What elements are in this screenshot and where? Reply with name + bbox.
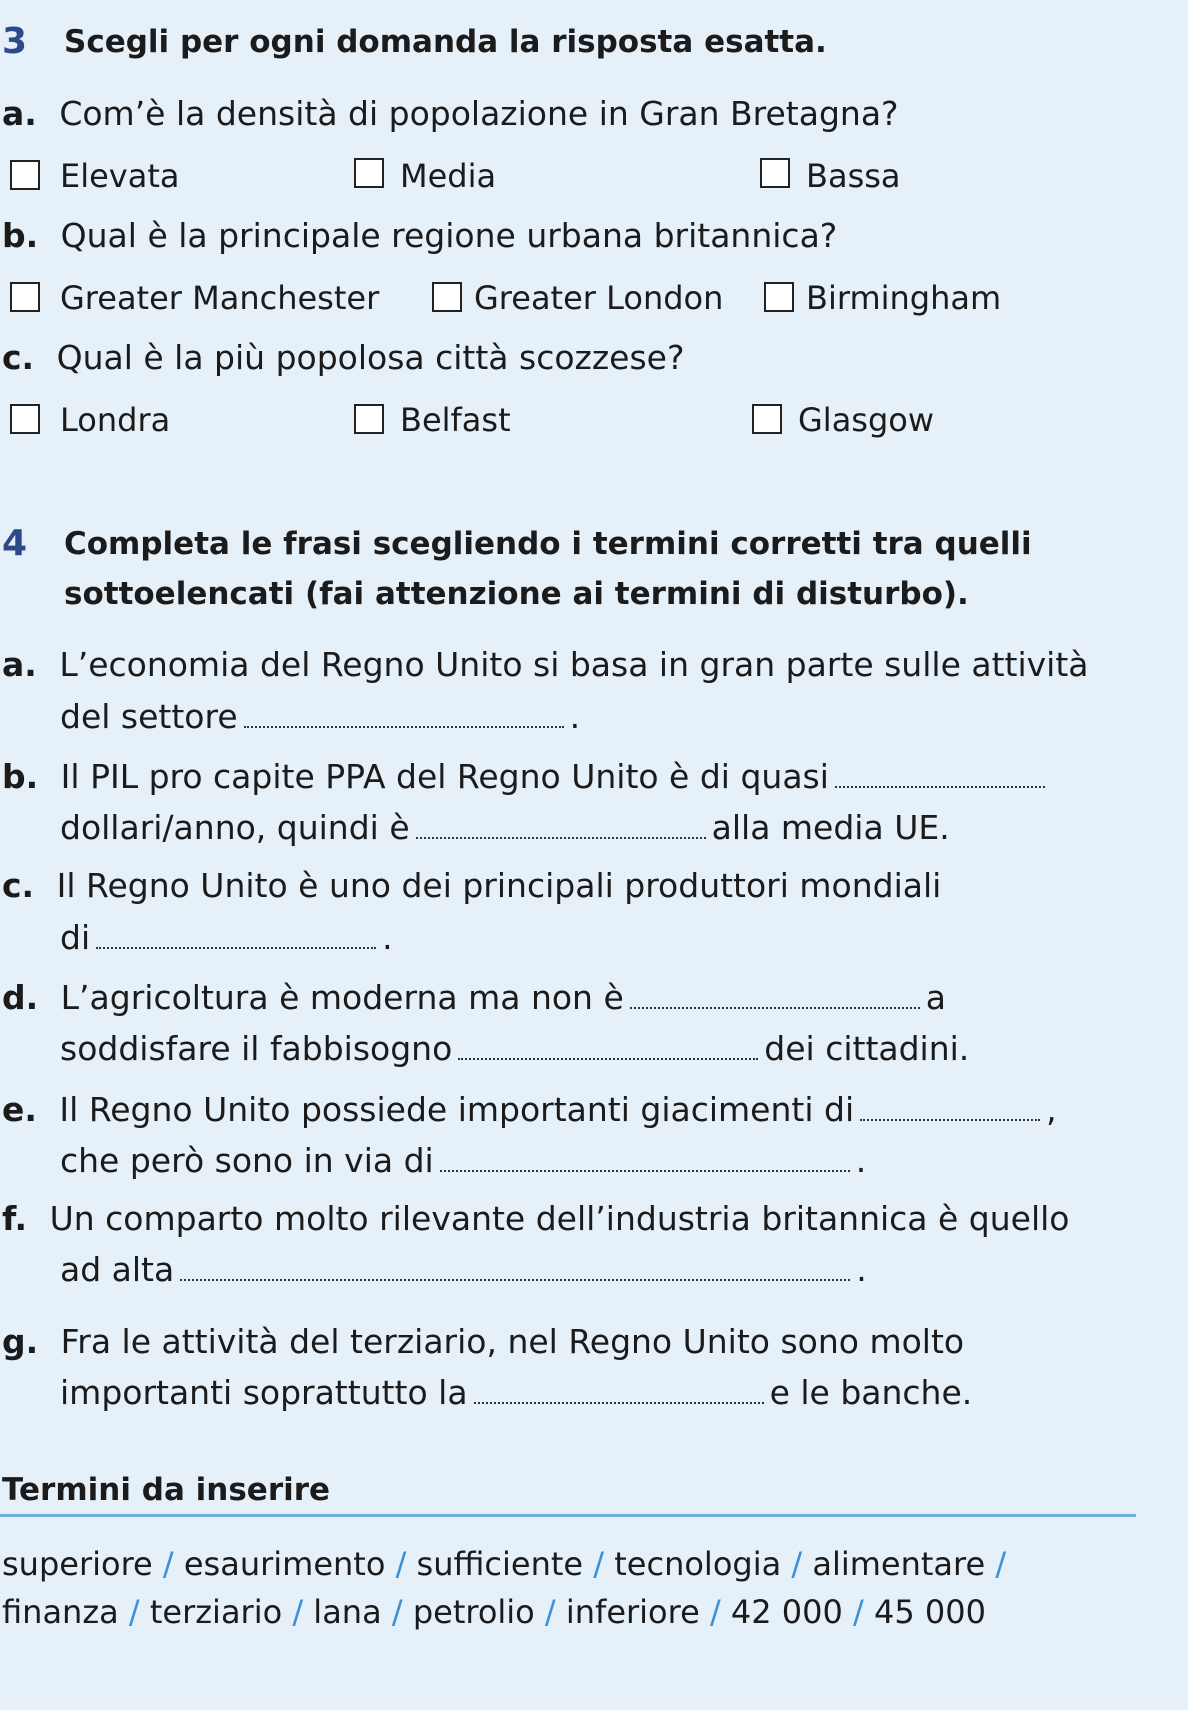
option-label: Elevata [60,157,180,195]
item-g-line2 [60,1373,972,1413]
item-text: . [855,1141,867,1180]
exercise-4-title-line2: sottoelencati (fai attenzione ai termini di disturbo). [64,576,969,612]
item-b-line1 [2,757,1051,797]
exercise-4-title-line1: Completa le frasi scegliendo i termini corretti tra quelli [64,526,1032,562]
option-label: Londra [60,401,171,439]
checkbox-media[interactable] [354,158,384,188]
checkbox-glasgow[interactable] [752,404,782,434]
question-b [2,216,837,256]
blank-sufficiente[interactable] [630,1003,920,1009]
option-label: Glasgow [798,401,935,439]
checkbox-greater-manchester[interactable] [10,282,40,312]
item-text: che però sono in via di [60,1141,434,1180]
option-label: Greater London [474,279,724,317]
item-text: ad alta [60,1250,175,1289]
item-text: L’agricoltura è moderna ma non è [60,978,624,1017]
item-text: dei cittadini. [764,1029,970,1068]
item-g-line1 [2,1322,964,1362]
question-text: Qual è la principale regione urbana britannica? [60,216,838,255]
item-d-line2 [60,1029,969,1069]
term-item: sufficiente [416,1545,584,1583]
item-text: soddisfare il fabbisogno [60,1029,453,1068]
item-letter: b. [2,757,39,796]
term-separator: / [699,1593,731,1631]
term-separator: / [985,1545,1007,1583]
blank-comparison[interactable] [416,833,706,839]
item-letter: c. [2,866,35,905]
blank-fabbisogno[interactable] [458,1054,758,1060]
term-item: lana [313,1593,382,1631]
item-text: . [382,918,393,957]
item-c-line1 [2,866,941,906]
term-item: esaurimento [183,1545,386,1583]
term-separator: / [118,1593,150,1631]
item-b-line2 [60,808,950,848]
blank-via-di[interactable] [440,1166,850,1172]
term-separator: / [282,1593,314,1631]
exercise-3-number: 3 [2,21,28,62]
item-e-line1 [2,1090,1057,1130]
checkbox-londra[interactable] [10,404,40,434]
checkbox-birmingham[interactable] [764,282,794,312]
terms-divider [0,1514,1136,1517]
checkbox-elevata[interactable] [10,160,40,190]
term-item: inferiore [565,1593,700,1631]
exercise-4-number: 4 [2,523,28,564]
item-a-line1 [2,645,1088,685]
item-e-line2 [60,1141,866,1181]
term-item: tecnologia [614,1545,782,1583]
question-a [2,94,899,134]
option-label: Birmingham [806,279,1002,317]
blank-ad-alta[interactable] [180,1275,850,1281]
item-d-line1 [2,978,946,1018]
item-letter: a. [2,645,37,684]
item-text: importanti soprattutto la [60,1373,468,1412]
term-item: superiore [2,1545,153,1583]
option-label: Greater Manchester [60,279,380,317]
term-separator: / [842,1593,874,1631]
item-letter: g. [2,1322,39,1361]
term-separator: / [583,1545,615,1583]
item-c-line2 [60,918,393,958]
item-text: dollari/anno, quindi è [60,808,410,847]
item-text: a [925,978,946,1017]
item-text: Il Regno Unito è uno dei principali produttori mondiali [56,866,942,905]
term-separator: / [152,1545,184,1583]
option-label: Bassa [806,157,901,195]
terms-line-1 [2,1544,1006,1584]
term-separator: / [385,1545,417,1583]
item-letter: d. [2,978,39,1017]
term-item: alimentare [812,1545,986,1583]
question-letter: a. [2,94,37,133]
item-letter: f. [2,1199,28,1238]
term-item: terziario [149,1593,283,1631]
option-label: Media [400,157,497,195]
item-f-line2 [60,1250,867,1290]
item-text: . [569,697,581,736]
question-text: Qual è la più popolosa città scozzese? [56,338,685,377]
checkbox-belfast[interactable] [354,404,384,434]
term-item: 45 000 [873,1593,986,1631]
item-text: Fra le attività del terziario, nel Regno Unito sono molto [60,1322,965,1361]
item-text: Un comparto molto rilevante dell’industria britannica è quello [49,1199,1070,1238]
blank-settore[interactable] [244,722,564,728]
question-letter: b. [2,216,39,255]
item-text: . [856,1250,867,1289]
item-f-line1 [2,1199,1070,1239]
item-text: Il PIL pro capite PPA del Regno Unito è di quasi [60,757,829,796]
item-text: di [60,918,91,957]
terms-heading: Termini da inserire [2,1472,331,1508]
item-text: L’economia del Regno Unito si basa in gran parte sulle attività [59,645,1089,684]
option-label: Belfast [400,401,511,439]
term-item: 42 000 [730,1593,843,1631]
checkbox-greater-london[interactable] [432,282,462,312]
term-item: petrolio [412,1593,535,1631]
term-item: finanza [2,1593,119,1631]
question-letter: c. [2,338,35,377]
item-text: e le banche. [769,1373,973,1412]
term-separator: / [381,1593,413,1631]
blank-soprattutto[interactable] [474,1398,764,1404]
item-text: alla media UE. [711,808,950,847]
term-separator: / [534,1593,566,1631]
item-a-line2 [60,697,580,737]
checkbox-bassa[interactable] [760,158,790,188]
exercise-3-title: Scegli per ogni domanda la risposta esatta. [64,24,827,60]
item-text: , [1046,1090,1057,1129]
blank-pil-value[interactable] [835,782,1045,788]
question-c [2,338,685,378]
item-letter: e. [2,1090,37,1129]
question-text: Com’è la densità di popolazione in Gran Bretagna? [59,94,899,133]
blank-giacimenti[interactable] [860,1115,1040,1121]
blank-prodotti[interactable] [96,943,376,949]
terms-line-2 [2,1592,986,1632]
term-separator: / [781,1545,813,1583]
item-text: del settore [60,697,238,736]
item-text: Il Regno Unito possiede importanti giacimenti di [59,1090,855,1129]
